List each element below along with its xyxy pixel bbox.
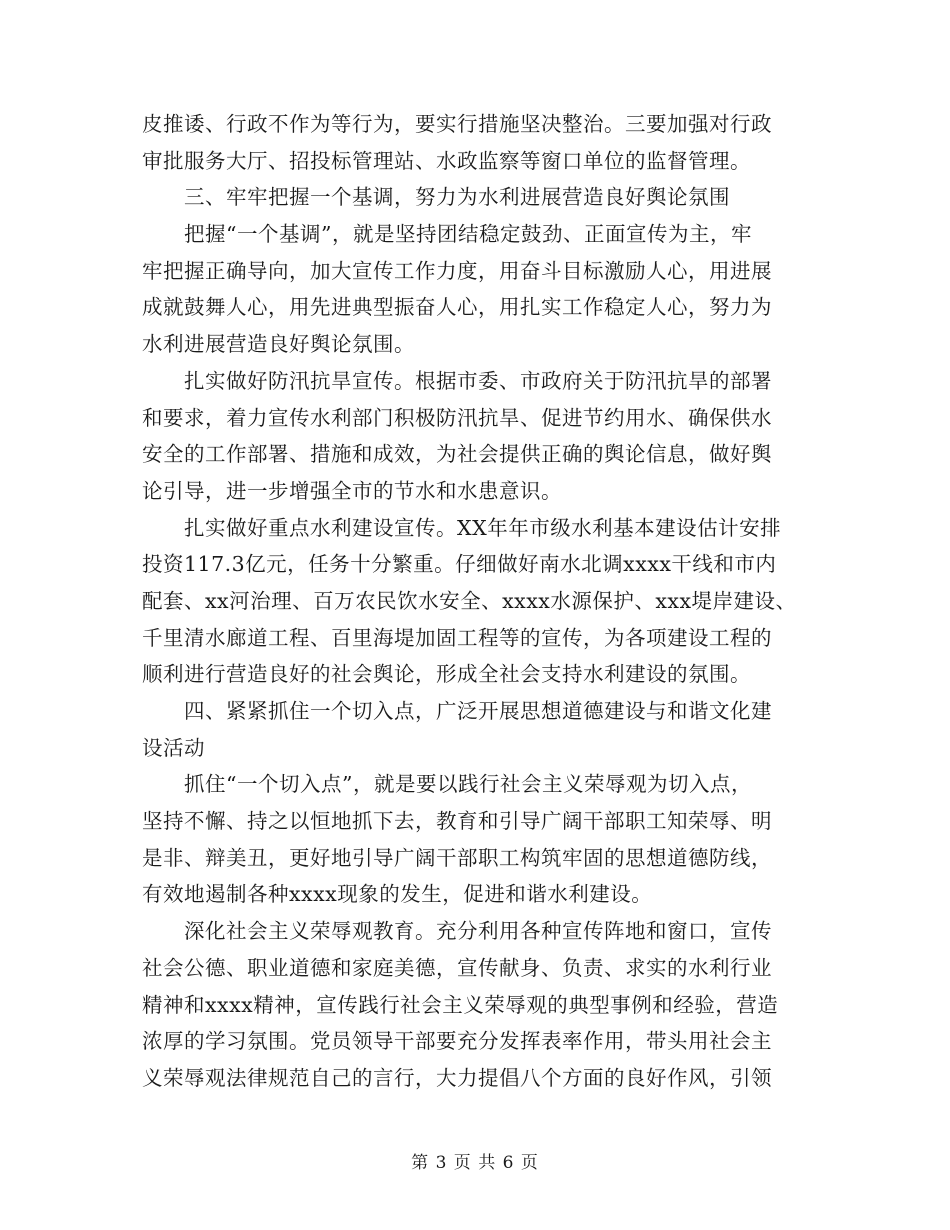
- text-line: 坚持不懈、持之以恒地抓下去，教育和引导广阔干部职工知荣辱、明: [142, 809, 772, 834]
- text-line: 三、牢牢把握一个基调，努力为水利进展营造良好舆论氛围: [184, 185, 730, 210]
- text-line: 义荣辱观法律规范自己的言行，大力提倡八个方面的良好作风，引领: [142, 1065, 772, 1090]
- text-line: 精神和xxxx精神，宣传践行社会主义荣辱观的典型事例和经验，营造: [142, 992, 779, 1017]
- text-line: 是非、辩美丑，更好地引导广阔干部职工构筑牢固的思想道德防线，: [142, 845, 772, 870]
- text-line: 扎实做好重点水利建设宣传。XX年年市级水利基本建设估计安排: [184, 515, 782, 540]
- text-line: 有效地遏制各种xxxx现象的发生，促进和谐水利建设。: [142, 882, 653, 907]
- text-line: 审批服务大厅、招投标管理站、水政监察等窗口单位的监督管理。: [142, 148, 751, 173]
- text-line: 浓厚的学习氛围。党员领导干部要充分发挥表率作用，带头用社会主: [142, 1029, 772, 1054]
- text-line: 配套、xx河治理、百万农民饮水安全、xxxx水源保护、xxx堤岸建设、: [142, 588, 797, 613]
- text-line: 和要求，着力宣传水利部门积极防汛抗旱、促进节约用水、确保供水: [142, 405, 772, 430]
- text-line: 社会公德、职业道德和家庭美德，宣传献身、负责、求实的水利行业: [142, 955, 772, 980]
- text-line: 四、紧紧抓住一个切入点，广泛开展思想道德建设与和谐文化建: [184, 699, 772, 723]
- text-line: 水利进展营造良好舆论氛围。: [142, 332, 415, 357]
- text-line: 投资117.3亿元，任务十分繁重。仔细做好南水北调xxxx干线和市内: [142, 552, 777, 577]
- text-line: 扎实做好防汛抗旱宣传。根据市委、市政府关于防汛抗旱的部署: [184, 368, 772, 393]
- text-line: 千里清水廊道工程、百里海堤加固工程等的宣传，为各项建设工程的: [142, 625, 772, 650]
- text-line: 顺利进行营造良好的社会舆论，形成全社会支持水利建设的氛围。: [142, 662, 751, 687]
- text-line: 安全的工作部署、措施和成效，为社会提供正确的舆论信息，做好舆: [142, 442, 772, 467]
- text-line: 抓住“一个切入点”，就是要以践行社会主义荣辱观为切入点，: [184, 772, 752, 797]
- text-line: 成就鼓舞人心，用先进典型振奋人心，用扎实工作稳定人心，努力为: [142, 295, 772, 320]
- text-line: 牢把握正确导向，加大宣传工作力度，用奋斗目标激励人心，用进展: [142, 258, 772, 283]
- text-line: 论引导，进一步增强全市的节水和水患意识。: [142, 478, 562, 503]
- text-line: 皮推诿、行政不作为等行为，要实行措施坚决整治。三要加强对行政: [142, 112, 772, 136]
- text-line: 设活动: [142, 735, 205, 760]
- page-footer: 第 3 页 共 6 页: [411, 1153, 539, 1173]
- text-line: 把握“一个基调”，就是坚持团结稳定鼓劲、正面宣传为主，牢: [184, 222, 752, 247]
- document-body: [142, 106, 806, 1097]
- text-line: 深化社会主义荣辱观教育。充分利用各种宣传阵地和窗口，宣传: [184, 919, 772, 944]
